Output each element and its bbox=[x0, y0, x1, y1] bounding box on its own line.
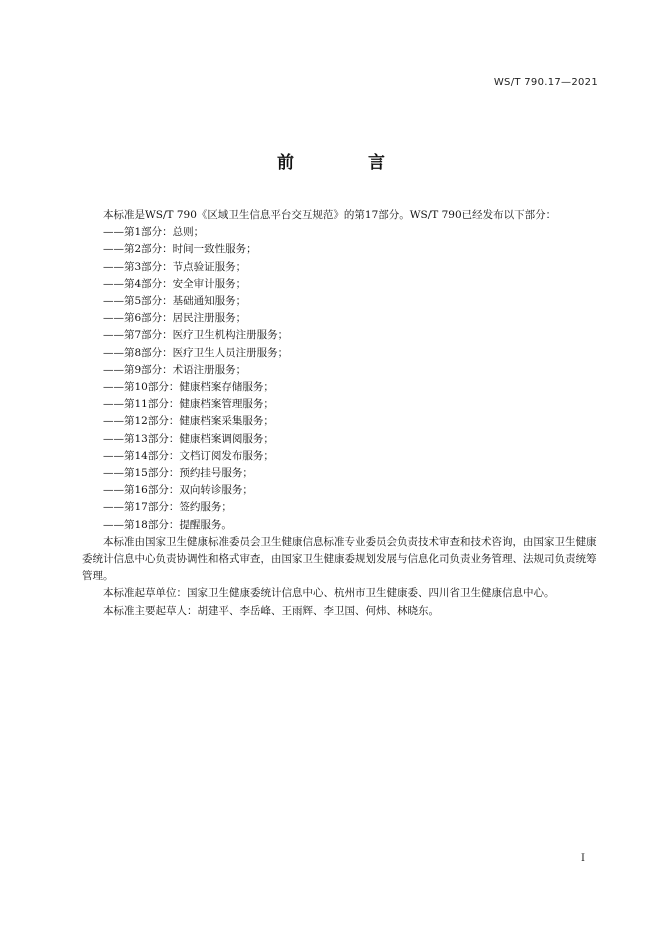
list-item: ——第3部分：节点验证服务； bbox=[103, 260, 247, 273]
list-item: ——第4部分：安全审计服务； bbox=[103, 277, 247, 290]
page-title: 前 言 bbox=[277, 153, 419, 173]
list-item: ——第7部分：医疗卫生机构注册服务； bbox=[103, 329, 289, 342]
drafting-units-paragraph: 本标准起草单位：国家卫生健康委统计信息中心、杭州市卫生健康委、四川省卫生健康信息中心。 bbox=[103, 587, 555, 600]
list-item: ——第10部分：健康档案存储服务； bbox=[103, 381, 274, 394]
intro-paragraph: 本标准是WS/T 790《区域卫生信息平台交互规范》的第17部分。WS/T 790已经发布以下部分： bbox=[103, 209, 557, 221]
list-item: ——第12部分：健康档案采集服务； bbox=[103, 415, 274, 428]
list-item: ——第9部分：术语注册服务； bbox=[103, 363, 247, 376]
parts-list bbox=[82, 224, 600, 534]
list-item: ——第14部分：文档订阅发布服务； bbox=[103, 449, 274, 462]
list-item: ——第6部分：居民注册服务； bbox=[103, 312, 247, 325]
document-code: WS/T 790.17—2021 bbox=[493, 77, 598, 88]
list-item: ——第15部分：预约挂号服务； bbox=[103, 467, 253, 480]
list-item: ——第2部分：时间一致性服务； bbox=[103, 243, 257, 256]
list-item: ——第11部分：健康档案管理服务； bbox=[103, 398, 274, 411]
list-item: ——第5部分：基础通知服务； bbox=[103, 295, 247, 308]
list-item: ——第1部分：总则； bbox=[103, 226, 205, 239]
list-item: ——第18部分：提醒服务。 bbox=[103, 518, 232, 531]
responsibility-paragraph: 本标准由国家卫生健康标准委员会卫生健康信息标准专业委员会负责技术审查和技术咨询，由国家卫生健康委统计信息中心负责协调性和格式审查，由国家卫生健康委规划发展与信息化司负责业务管理、法规司负责统筹管理。 bbox=[82, 535, 597, 583]
list-item: ——第16部分：双向转诊服务； bbox=[103, 484, 253, 497]
list-item: ——第8部分：医疗卫生人员注册服务； bbox=[103, 346, 289, 359]
list-item: ——第13部分：健康档案调阅服务； bbox=[103, 432, 274, 445]
foreword-body bbox=[82, 207, 600, 620]
list-item: ——第17部分：签约服务； bbox=[103, 501, 232, 514]
page-number: I bbox=[581, 853, 585, 864]
drafters-paragraph: 本标准主要起草人：胡建平、李岳峰、王雨辉、李卫国、何炜、林晓东。 bbox=[103, 604, 439, 617]
